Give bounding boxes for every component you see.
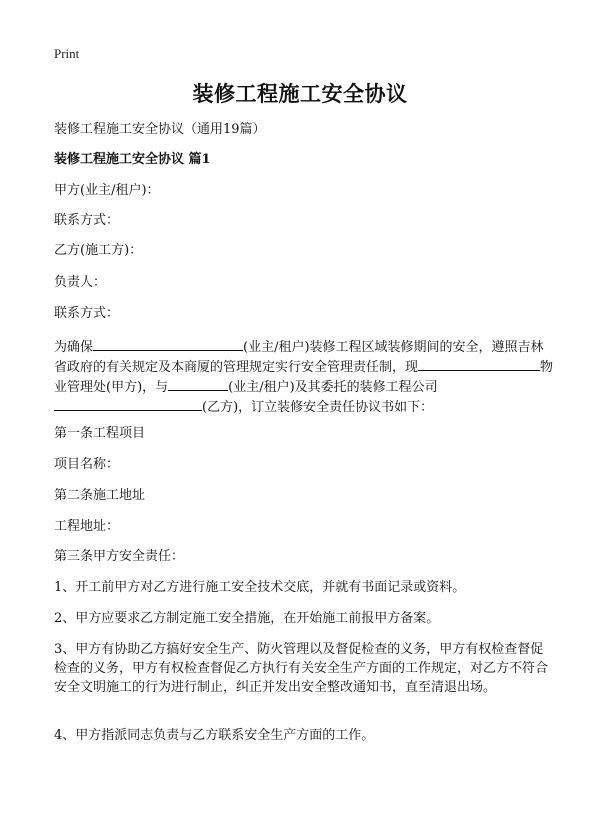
section-heading: 装修工程施工安全协议 篇1 <box>54 152 211 167</box>
intro-part-3: 物业管理处(甲方)，与 <box>54 360 554 395</box>
intro-part-1: 为确保 <box>54 340 94 355</box>
person-in-charge-label: 负责人： <box>54 275 107 290</box>
party-b-label: 乙方(施工方)： <box>54 243 143 258</box>
project-address-label: 工程地址： <box>54 519 120 534</box>
list-item: 1、开工前甲方对乙方进行施工安全技术交底，并就有书面记录或资料。 <box>54 580 466 595</box>
article-1-heading: 第一条工程项目 <box>54 426 146 441</box>
list-item: 3、甲方有协助乙方搞好安全生产、防火管理以及督促检查的义务，甲方有权检查督促检查的义务，甲方有权检查督促乙方执行有关安全生产方面的工作规定，对乙方不符合安全文明施工的行为进行制止，纠正并发出安全整改通知书，直至清退出场。 <box>54 642 549 695</box>
intro-part-5: (乙方)，订立装修安全责任协议书如下： <box>202 400 434 415</box>
article-3-heading: 第三条甲方安全责任： <box>54 549 185 564</box>
list-item: 4、甲方指派同志负责与乙方联系安全生产方面的工作。 <box>54 728 375 743</box>
list-item: 2、甲方应要求乙方制定施工安全措施，在开始施工前报甲方备案。 <box>54 611 440 626</box>
article-2-heading: 第二条施工地址 <box>54 488 146 503</box>
contact-a-label: 联系方式： <box>54 213 120 228</box>
blank-field <box>93 337 243 351</box>
blank-field <box>54 397 202 411</box>
project-name-label: 项目名称： <box>54 457 120 472</box>
blank-field <box>418 357 540 371</box>
document-title: 装修工程施工安全协议 <box>192 81 408 106</box>
print-link[interactable]: Print <box>54 46 80 61</box>
blank-field <box>168 377 228 391</box>
intro-paragraph <box>54 337 554 417</box>
contact-b-label: 联系方式： <box>54 306 120 321</box>
document-subtitle: 装修工程施工安全协议（通用19篇） <box>54 122 266 137</box>
intro-part-2: (业主/租户)装修工程区域装修期间的安全，遵照吉林省政府的有关规定及本商厦的管理规定实行安全管理责任制，现 <box>54 340 544 375</box>
intro-part-4: (业主/租户)及其委托的装修工程公司 <box>228 380 438 395</box>
party-a-label: 甲方(业主/租户)： <box>54 183 160 198</box>
